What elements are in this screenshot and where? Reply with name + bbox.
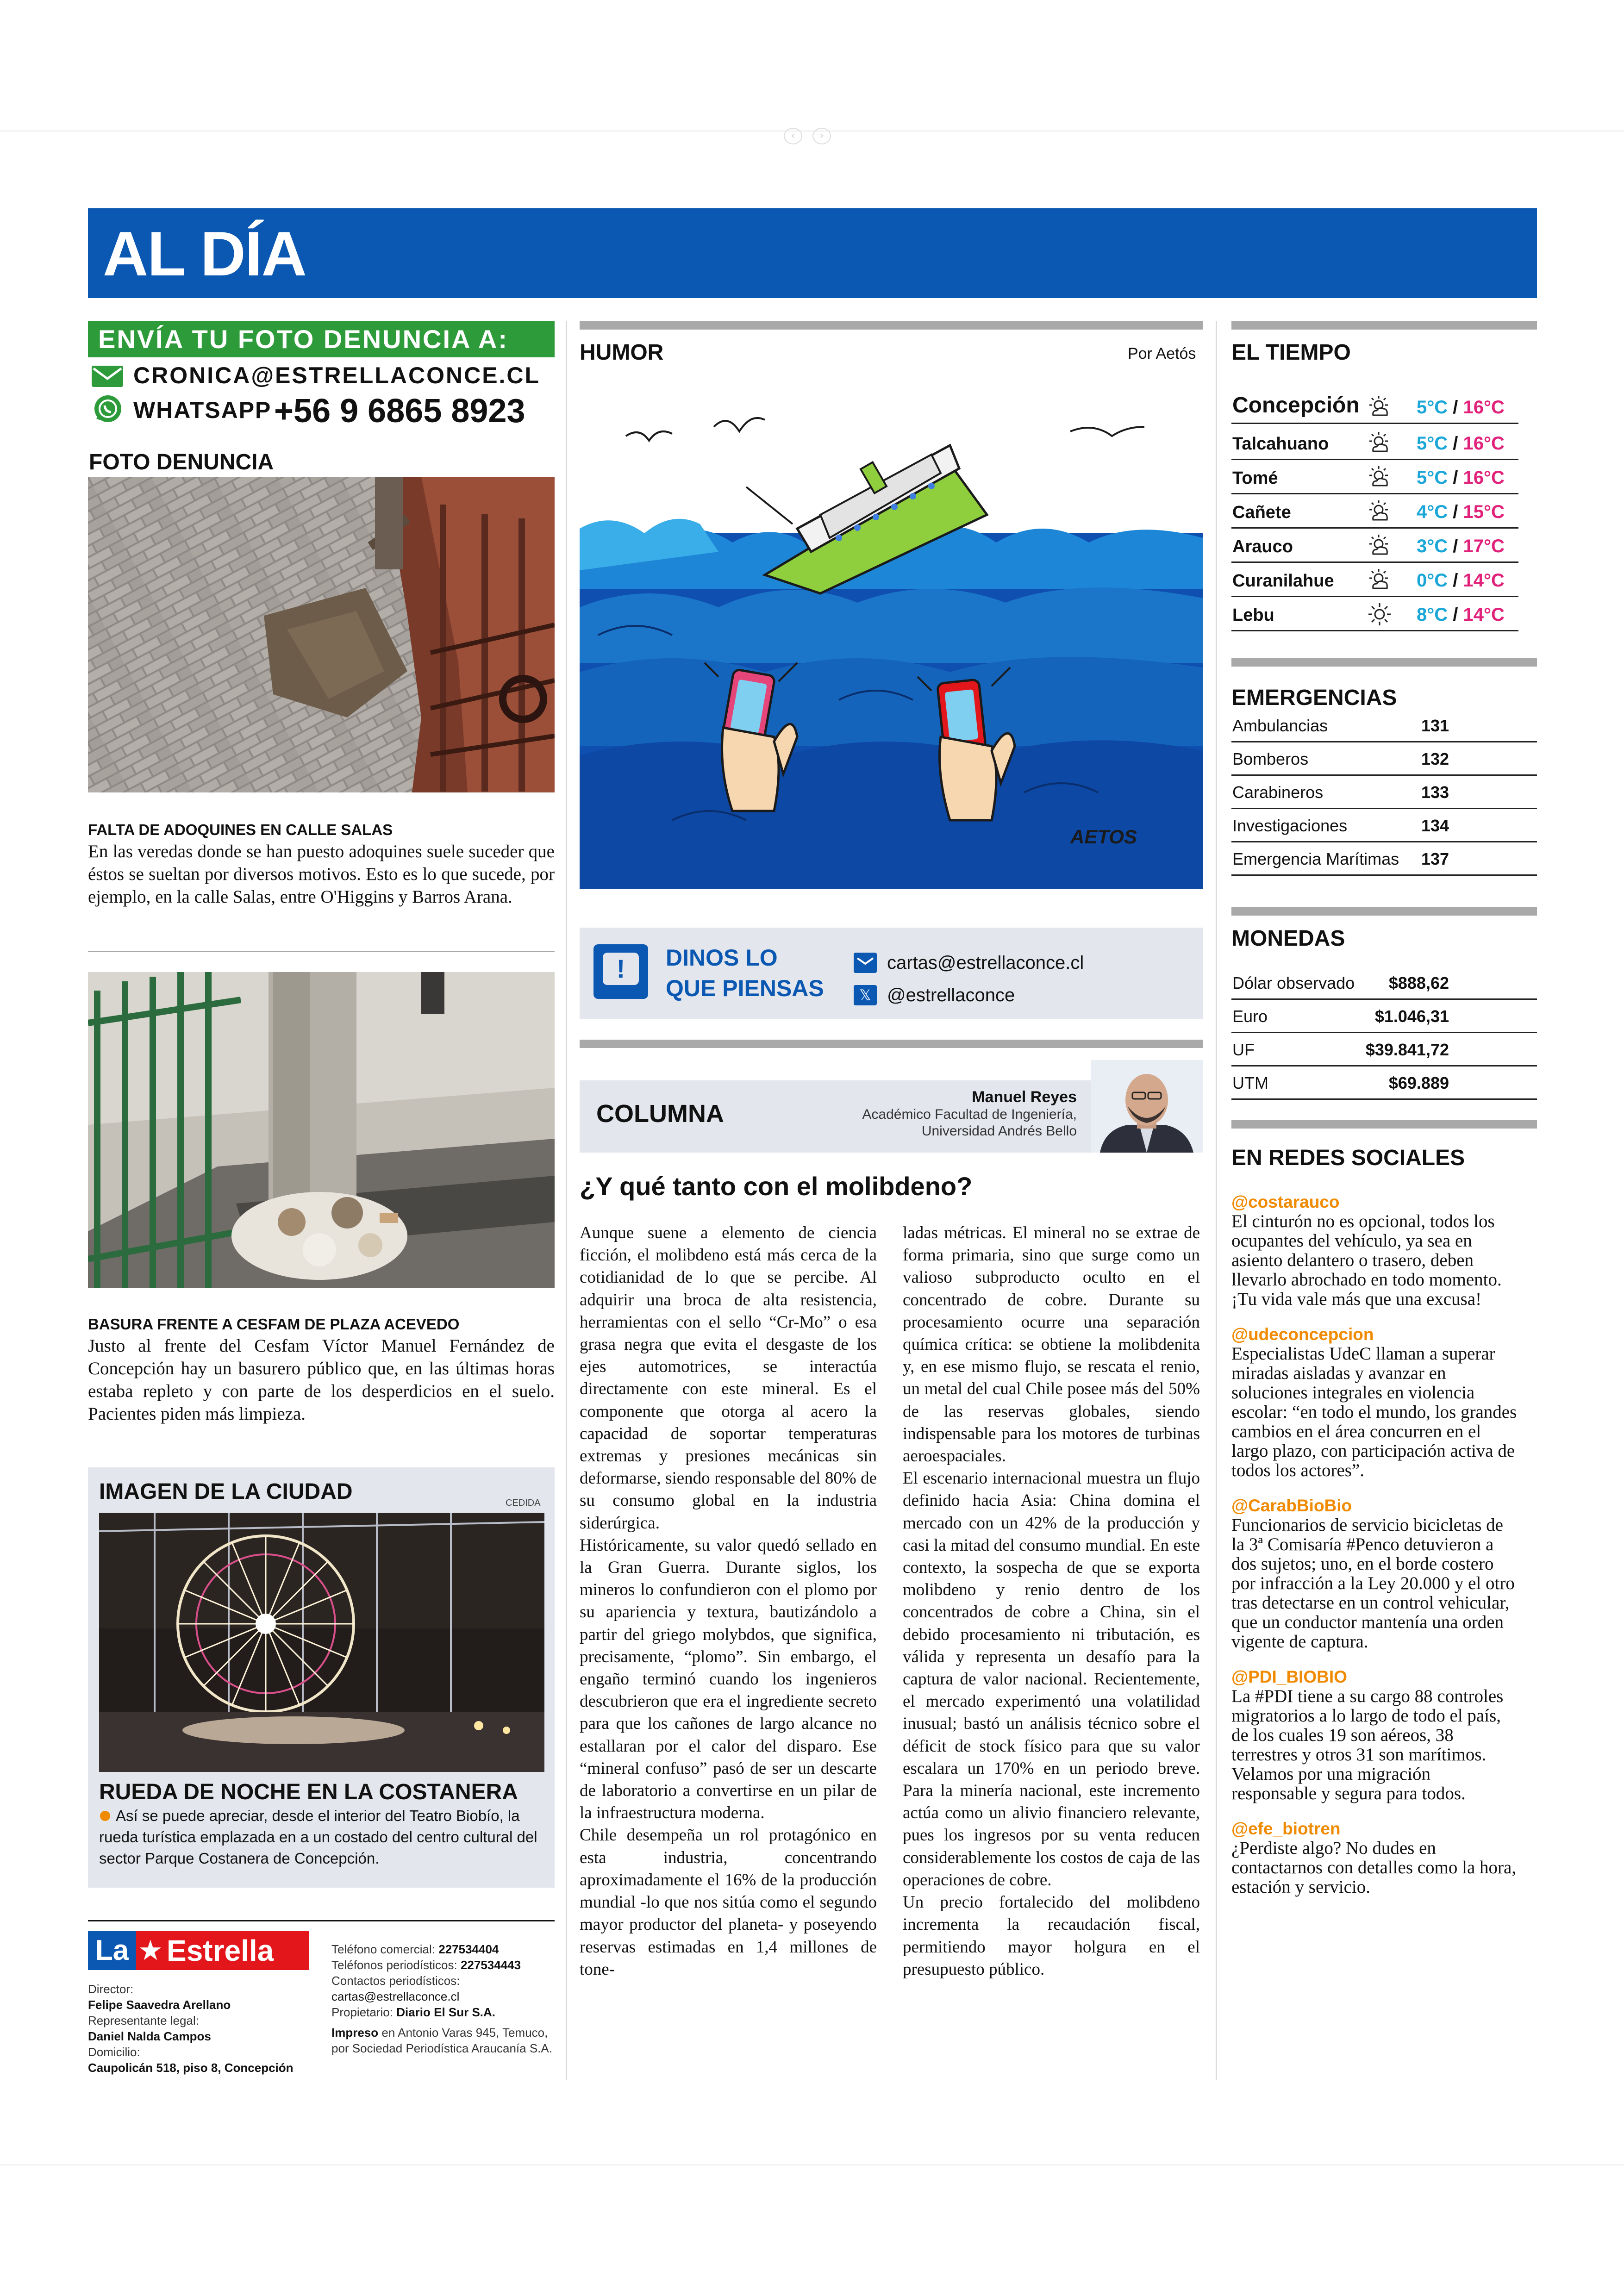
currency-label: Dólar observado	[1232, 973, 1355, 992]
rep-name: Daniel Nalda Campos	[88, 2029, 211, 2043]
columna-label: COLUMNA	[596, 1100, 724, 1128]
weather-city: Tomé	[1232, 468, 1278, 488]
photo-sidewalk-pavers	[88, 477, 555, 792]
cartoon-signature: AETOS	[1070, 826, 1137, 848]
social-text: Especialistas UdeC llaman a superar miradas aisladas y avanzar en soluciones integrales en violencia escolar: “en todo el mundo, los grandes cambios en el área concurren en el largo plazo, con participación activa de todos los actores”.	[1231, 1344, 1517, 1480]
temp-max: 14°C	[1463, 605, 1505, 625]
column-rule-left	[566, 321, 567, 2080]
col1-para2: Históricamente, su valor quedó sellado en la Gran Guerra. Durante siglos, los mineros lo confundieron con el plomo por su apariencia y textura, bautizándolo a partir del griego molybdos, que significa, precisamente, “plomo”. Sin embargo, el engaño terminó cuando los ingenieros descubrieron que era el ingrediente secreto para que los cañones de largo alcance no estallaran por el calor del disparo. Ese “mineral confuso” pasó de ser un descarte de laboratorio a convertirse en un pilar de la infraestructura moderna.	[580, 1535, 877, 1823]
col2-para2: El escenario internacional muestra un flujo definido hacia Asia: China domina el mercado con un 42% de la producción y casi la mitad del consumo mundial. En este contexto, la sospecha de que se exporta molibdeno y renio dentro de los concentrados de cobre a China, sin el debido procesamiento ni tributación, es válida y representa un desafío para la captura de valor nacional. Recientemente, el mercado experimentó una volatilidad inusual; bastó un análisis técnico sobre el déficit de stock físico para que su valor escalara un 170% en un periodo breve. Para la minería nacional, este incremento actúa como un alivio financiero relevante, pues los ingresos por su venta reducen considerablemente los costos de caja de las operaciones de cobre.	[903, 1469, 1200, 1890]
partly-cloudy-icon	[1367, 567, 1393, 593]
whatsapp-row[interactable]	[91, 392, 554, 433]
page-next-dot[interactable]: ›	[812, 128, 831, 144]
whatsapp-icon	[94, 394, 122, 423]
currency-row	[1231, 967, 1537, 1000]
mail-icon	[854, 953, 877, 973]
currency-label: Euro	[1232, 1007, 1268, 1026]
temp-sep: /	[1448, 502, 1463, 522]
weather-row	[1231, 563, 1518, 597]
page-prev-dot[interactable]: ‹	[784, 128, 802, 144]
imagen-ciudad-heading: IMAGEN DE LA CIUDAD	[99, 1479, 353, 1504]
temp-max: 16°C	[1463, 468, 1505, 488]
sun-icon	[1367, 601, 1393, 627]
partly-cloudy-icon	[1367, 394, 1393, 420]
temp-sep: /	[1448, 570, 1463, 591]
dinos-handle[interactable]: @estrellaconce	[887, 985, 1015, 1005]
social-handle[interactable]: @udeconcepcion	[1231, 1325, 1374, 1344]
weather-city: Lebu	[1232, 605, 1274, 625]
humor-topbar	[580, 321, 1203, 330]
currency-value: $69.889	[1388, 1073, 1449, 1092]
dinos-line1: DINOS LO	[666, 945, 778, 971]
social-text: Funcionarios de servicio bicicletas de la 3ª Comisaría #Penco detuvieron a dos sujetos; uno, en el borde costero por infracción a la Ley 20.000 y el otro tras detectarse en un control vehicular, que un conductor mantenía una orden vigente de captura.	[1231, 1515, 1515, 1652]
whatsapp-label: WHATSAPP	[133, 397, 272, 423]
weather-city: Cañete	[1232, 503, 1291, 522]
temp-max: 15°C	[1463, 502, 1505, 522]
foto-denuncia-heading: FOTO DENUNCIA	[89, 450, 274, 474]
temp-min: 3°C	[1417, 536, 1448, 556]
logo-la: La	[88, 1931, 136, 1970]
weather-temp	[1417, 605, 1505, 625]
tiempo-heading: EL TIEMPO	[1231, 340, 1351, 365]
emergency-row	[1231, 776, 1537, 809]
social-post	[1231, 1496, 1518, 1652]
photo1-title: FALTA DE ADOQUINES EN CALLE SALAS	[88, 821, 393, 838]
social-post	[1231, 1819, 1518, 1897]
columna-title: ¿Y qué tanto con el molibdeno?	[580, 1172, 973, 1201]
temp-sep: /	[1448, 468, 1463, 488]
masthead-staff	[88, 1981, 319, 2076]
temp-min: 4°C	[1417, 502, 1448, 522]
weather-city: Talcahuano	[1232, 434, 1329, 454]
social-handle[interactable]: @efe_biotren	[1231, 1819, 1341, 1838]
emergency-label: Ambulancias	[1232, 716, 1328, 735]
weather-row	[1231, 460, 1518, 494]
director-label: Director:	[88, 1982, 134, 1996]
social-text: El cinturón no es opcional, todos los ocupantes del vehículo, ya sea en asiento delantero o trasero, deben llevarlo abrochado en todo momento. ¡Tu vida vale más que una excusa!	[1231, 1211, 1502, 1309]
ciudad-photo-title: RUEDA DE NOCHE EN LA COSTANERA	[99, 1780, 518, 1804]
logo-estrella: Estrella	[167, 1934, 274, 1967]
columna-role1: Académico Facultad de Ingeniería,	[862, 1107, 1077, 1122]
emergencias-heading: EMERGENCIAS	[1231, 686, 1397, 710]
rep-label: Representante legal:	[88, 2014, 199, 2027]
weather-temp	[1417, 433, 1505, 454]
owner: Propietario: Diario El Sur S.A.	[331, 2005, 496, 2019]
temp-max: 16°C	[1463, 397, 1505, 418]
partly-cloudy-icon	[1367, 499, 1393, 524]
col1-para3: Chile desempeña un rol protagónico en esta industria, concentrando aproximadamente el 16% de la producción mundial -lo que nos sitúa como el segundo mayor productor del planeta- y poseyendo reservas estimadas en 1,4 millones de tone-	[580, 1826, 877, 1979]
col2-para1: ladas métricas. El mineral no se extrae de forma primaria, sino que surge como un valioso subproducto oculto en el concentrado de cobre. Durante su procesamiento ocurre una separación química crítica: se obtiene la molibdenita y, en ese mismo flujo, se rescata el renio, un metal del cual Chile posee más del 50% de las reservas globales, siendo indispensable para los motores de turbinas aeroespaciales.	[903, 1223, 1200, 1466]
emergency-row	[1231, 709, 1537, 742]
author-portrait	[1091, 1060, 1203, 1153]
masthead-contacts	[331, 1941, 555, 2056]
temp-min: 5°C	[1417, 468, 1448, 488]
photo2-title: BASURA FRENTE A CESFAM DE PLAZA ACEVEDO	[88, 1316, 460, 1333]
denuncia-banner-text: ENVÍA TU FOTO DENUNCIA A:	[98, 324, 508, 354]
redes-list	[1231, 1192, 1518, 1913]
dom-label: Domicilio:	[88, 2045, 140, 2059]
humor-author: Por Aetós	[1128, 345, 1196, 362]
contact-label: Contactos periodísticos:	[331, 1974, 460, 1988]
page-bottom-edge	[0, 2164, 1624, 2165]
weather-row	[1231, 384, 1518, 424]
envelope-icon	[92, 366, 123, 387]
social-post	[1231, 1667, 1518, 1803]
emergency-number[interactable]: 134	[1421, 816, 1449, 835]
divider	[88, 951, 555, 952]
columna-col2	[903, 1222, 1200, 1981]
emergency-label: Bomberos	[1232, 749, 1309, 768]
temp-max: 16°C	[1463, 433, 1505, 454]
ciudad-photo-text: Así se puede apreciar, desde el interior del Teatro Biobío, la rueda turística emplazada en a un costado del centro cultural del sector Parque Costanera de Concepción.	[99, 1807, 537, 1867]
emergency-number[interactable]: 132	[1421, 749, 1449, 768]
redes-topbar	[1231, 1120, 1537, 1129]
emergency-number[interactable]: 131	[1421, 716, 1449, 735]
dom-address: Caupolicán 518, piso 8, Concepción	[88, 2061, 294, 2075]
currency-value: $39.841,72	[1365, 1040, 1449, 1059]
photo-ferris-wheel	[99, 1513, 544, 1772]
emergencias-topbar	[1231, 658, 1537, 667]
column-rule-right	[1216, 321, 1217, 2080]
dinos-email-row[interactable]	[854, 950, 1178, 976]
photo1-text: En las veredas donde se han puesto adoquines suele suceder que éstos se sueltan por diversos motivos. Esto es lo que sucede, por ejemplo, en la calle Salas, entre O'Higgins y Barros Arana.	[88, 842, 555, 907]
col2-para3: Un precio fortalecido del molibdeno incrementa la recaudación fiscal, permitiendo mayor holgura en el presupuesto público.	[903, 1893, 1200, 1979]
x-logo-icon: 𝕏	[854, 985, 877, 1005]
emergency-number[interactable]: 133	[1421, 783, 1449, 802]
temp-sep: /	[1448, 397, 1463, 418]
section-title: AL DÍA	[103, 218, 306, 289]
photo-credit: CEDIDA	[506, 1498, 541, 1508]
social-handle[interactable]: @costarauco	[1231, 1192, 1340, 1211]
photo2-text: Justo al frente del Cesfam Víctor Manuel Fernández de Concepción hay un basurero público que, en las últimas horas estaba repleto y con parte de los desperdicios en el suelo. Pacientes piden más limpieza.	[88, 1336, 555, 1424]
page-nav-dots	[784, 128, 839, 144]
weather-temp	[1417, 468, 1505, 488]
emergency-row	[1231, 742, 1537, 776]
weather-row	[1231, 529, 1518, 563]
currency-label: UF	[1232, 1040, 1255, 1059]
columna-author: Manuel Reyes	[972, 1088, 1077, 1106]
email-row[interactable]	[91, 361, 554, 391]
emergency-label: Investigaciones	[1232, 816, 1348, 835]
temp-max: 17°C	[1463, 536, 1505, 556]
emergency-row	[1231, 842, 1537, 876]
col1-para1: Aunque suene a elemento de ciencia ficción, el molibdeno está más cerca de la cotidianidad de lo que se percibe. Al adquirir una broca de alta resistencia, herramientas con el sello “Cr-Mo” o esa grasa negra que evita el desgaste de los ejes automotrices, se interactúa directamente con este mineral. Es el componente que otorga al acero la capacidad de soportar temperaturas extremas y presiones mecánicas sin deformarse, siendo responsable del 80% de su consumo global en la industria siderúrgica.	[580, 1223, 877, 1533]
redes-heading: EN REDES SOCIALES	[1231, 1146, 1465, 1170]
currency-label: UTM	[1232, 1073, 1268, 1092]
dinos-email[interactable]: cartas@estrellaconce.cl	[887, 953, 1084, 973]
columna-topbar	[580, 1040, 1203, 1048]
star-icon: ★	[138, 1934, 163, 1967]
emergency-number[interactable]: 137	[1421, 849, 1449, 868]
masthead-rule	[88, 1920, 555, 1921]
weather-row	[1231, 494, 1518, 529]
whatsapp-number[interactable]: +56 9 6865 8923	[274, 393, 525, 430]
weather-city: Curanilahue	[1232, 571, 1334, 591]
director-name: Felipe Saavedra Arellano	[88, 1998, 231, 2012]
speech-alert-icon: !	[593, 944, 648, 999]
monedas-heading: MONEDAS	[1231, 926, 1345, 951]
currency-row	[1231, 1000, 1537, 1033]
currency-row	[1231, 1033, 1537, 1066]
photo-trash-cesfam	[88, 972, 555, 1288]
weather-temp	[1417, 536, 1505, 557]
currency-value: $888,62	[1388, 973, 1449, 992]
social-handle[interactable]: @CarabBioBio	[1231, 1496, 1352, 1515]
temp-sep: /	[1448, 433, 1463, 454]
columna-col1	[580, 1222, 877, 1981]
partly-cloudy-icon	[1367, 430, 1393, 456]
social-text: ¿Perdiste algo? No dudes en contactarnos con detalles como la hora, estación y servicio.	[1231, 1838, 1517, 1897]
emergency-label: Carabineros	[1232, 783, 1324, 802]
social-post	[1231, 1325, 1518, 1480]
currency-value: $1.046,31	[1374, 1007, 1449, 1026]
contact-email[interactable]: cartas@estrellaconce.cl	[331, 1989, 460, 2003]
weather-row	[1231, 426, 1518, 460]
monedas-topbar	[1231, 907, 1537, 916]
social-text: La #PDI tiene a su cargo 88 controles migratorios a lo largo de todo el país, de los cuales 19 son aéreos, 38 terrestres y otros 31 son marítimos. Velamos por una migración responsable y segura para todos.	[1231, 1686, 1504, 1803]
estrella-logo	[88, 1931, 309, 1970]
temp-min: 0°C	[1417, 570, 1448, 591]
tel-periodisticos: Teléfonos periodísticos: 227534443	[331, 1958, 521, 1972]
temp-sep: /	[1448, 536, 1463, 556]
dinos-line2: QUE PIENSAS	[666, 975, 824, 1001]
partly-cloudy-icon	[1367, 533, 1393, 559]
weather-city: Arauco	[1232, 537, 1293, 556]
social-post	[1231, 1192, 1518, 1309]
weather-temp	[1417, 502, 1505, 523]
currency-row	[1231, 1066, 1537, 1100]
temp-min: 5°C	[1417, 397, 1448, 418]
social-handle[interactable]: @PDI_BIOBIO	[1231, 1667, 1347, 1686]
emergency-label: Emergencia Marítimas	[1232, 849, 1399, 868]
print-info: Impreso en Antonio Varas 945, Temuco, por Sociedad Periodística Araucanía S.A.	[331, 2026, 552, 2055]
denuncia-email[interactable]: CRONICA@ESTRELLACONCE.CL	[133, 362, 541, 388]
weather-temp	[1417, 397, 1505, 418]
weather-row	[1231, 597, 1518, 631]
weather-city: Concepción	[1232, 393, 1360, 418]
emergency-row	[1231, 809, 1537, 842]
dinos-x-row[interactable]	[854, 982, 1178, 1008]
humor-heading: HUMOR	[580, 340, 664, 365]
humor-cartoon	[580, 376, 1203, 889]
tiempo-topbar	[1231, 321, 1537, 330]
weather-temp	[1417, 570, 1505, 591]
temp-min: 8°C	[1417, 605, 1448, 625]
temp-min: 5°C	[1417, 433, 1448, 454]
temp-sep: /	[1448, 605, 1463, 625]
partly-cloudy-icon	[1367, 464, 1393, 490]
columna-role2: Universidad Andrés Bello	[921, 1123, 1077, 1139]
tel-comercial: Teléfono comercial: 227534404	[331, 1942, 499, 1956]
temp-max: 14°C	[1463, 570, 1505, 591]
